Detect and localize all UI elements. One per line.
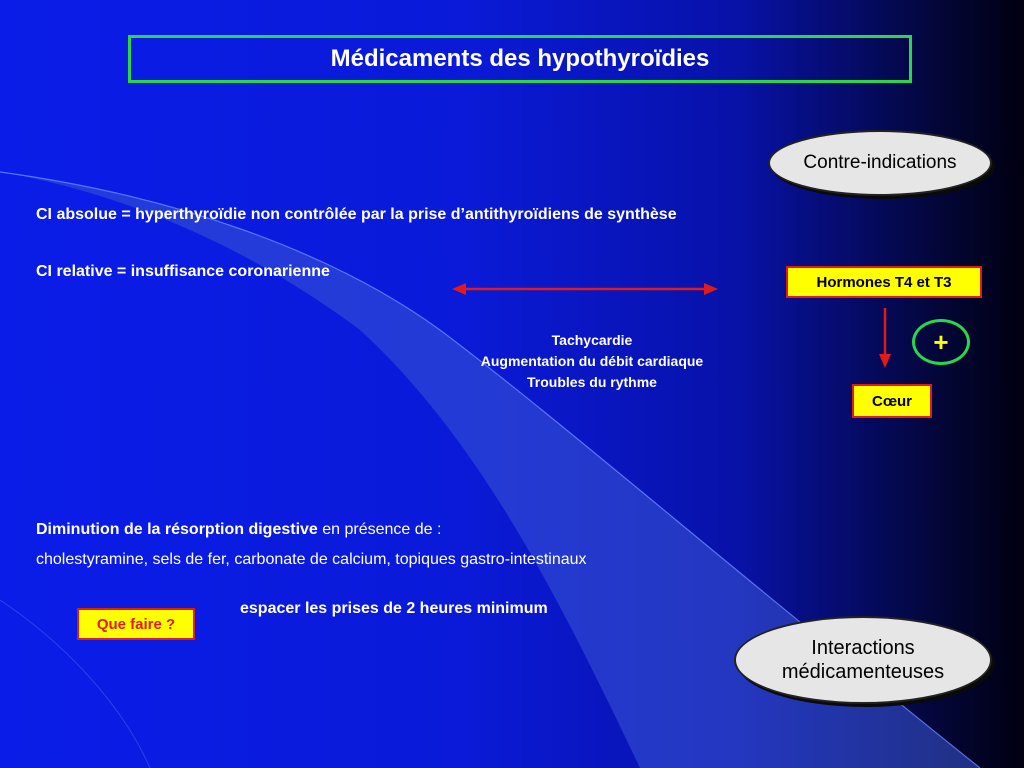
title-box bbox=[128, 35, 912, 83]
contre-indications-oval bbox=[768, 130, 992, 196]
diminution-bold: Diminution de la résorption digestive bbox=[36, 521, 318, 538]
diminution-line bbox=[36, 521, 441, 539]
effect-item: Troubles du rythme bbox=[527, 374, 657, 390]
coeur-label: Cœur bbox=[872, 392, 912, 410]
effect-item: Augmentation du débit cardiaque bbox=[480, 353, 704, 369]
ci-relative-text: CI relative = insuffisance coronarienne bbox=[36, 263, 330, 280]
interactions-oval bbox=[734, 616, 992, 704]
diminution-rest: en présence de : bbox=[317, 521, 442, 538]
effects-list bbox=[442, 330, 742, 393]
plus-sign: + bbox=[933, 326, 949, 357]
hormones-box bbox=[786, 266, 982, 298]
que-faire-box bbox=[77, 608, 195, 640]
contre-indications-label: Contre-indications bbox=[803, 152, 957, 173]
drugs-list: cholestyramine, sels de fer, carbonate de calcium, topiques gastro-intestinaux bbox=[36, 551, 587, 568]
ci-absolue-text: CI absolue = hyperthyroïdie non contrôlée par la prise d’antithyroïdiens de synthèse bbox=[36, 206, 677, 223]
plus-circle bbox=[912, 319, 970, 365]
effect-item: Tachycardie bbox=[551, 332, 633, 348]
coeur-box bbox=[852, 384, 932, 418]
page-title: Médicaments des hypothyroïdies bbox=[330, 45, 710, 72]
advice-text: espacer les prises de 2 heures minimum bbox=[240, 600, 548, 617]
hormones-label: Hormones T4 et T3 bbox=[816, 273, 952, 291]
interactions-label-line1: Interactions bbox=[811, 637, 915, 659]
interactions-label-line2: médicamenteuses bbox=[781, 661, 945, 683]
que-faire-label: Que faire ? bbox=[96, 615, 176, 633]
